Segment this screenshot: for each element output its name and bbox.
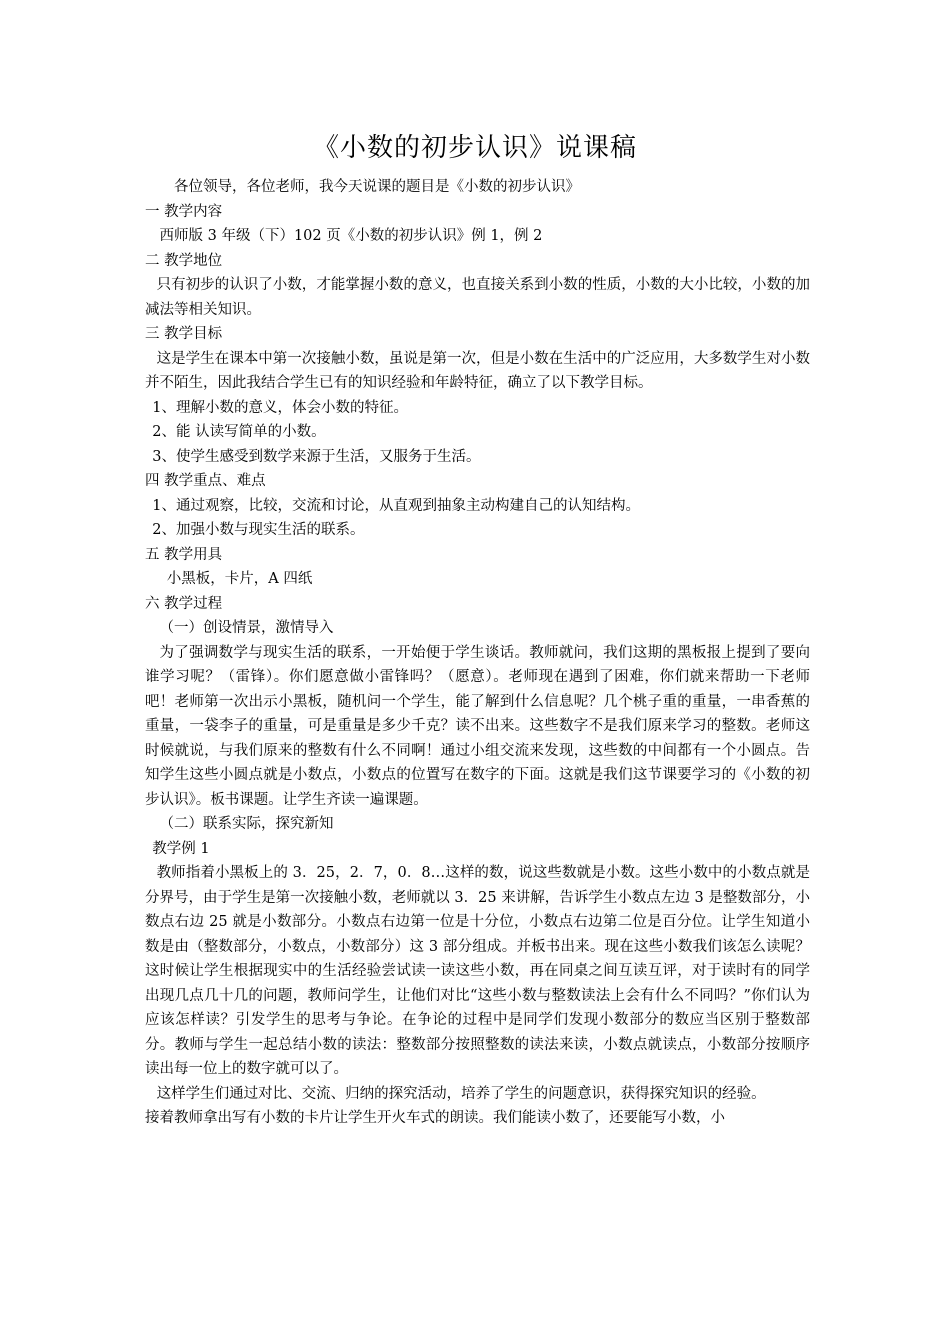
keypoint-item: 1、通过观察，比较，交流和讨论，从直观到抽象主动构建自己的认知结构。 xyxy=(152,497,640,514)
example-paragraph: 教师指着小黑板上的 3．25，2．7，0．8…这样的数，说这些数就是小数。这些小数中的小数点就是分界号，由于学生是第一次接触小数，老师就以 3．25 来讲解，告诉学生小数点左边 3 是整数部分，小数点右边 25 就是小数部分。小数点右边第一位是十分位，小数点右边第二位是百分位。让学生知道小数是由（整数部分，小数点，小数部分）这 3 部分组成。并板书出来。现在这些小数我们该怎么读呢？这时候让学生根据现实中的生活经验尝试读一读这些小数，再在同桌之间互读互评，对于读时有的同学出现几点几十几的问题，教师问学生，让他们对比“这些小数与整数读法上会有什么不同吗？”你们认为应该怎样读？引发学生的思考与争论。在争论的过程中是同学们发现小数部分的数应当区别于整数部分。教师与学生一起总结小数的读法：整数部分按照整数的读法来读，小数点就读点，小数部分按顺序读出每一位上的数字就可以了。 xyxy=(145,865,810,1077)
section-heading-process: 六 教学过程 xyxy=(145,595,223,612)
continuation-paragraph: 接着教师拿出写有小数的卡片让学生开火车式的朗读。我们能读小数了，还要能写小数，小 xyxy=(145,1110,725,1126)
keypoint-item: 2、加强小数与现实生活的联系。 xyxy=(152,522,365,538)
status-paragraph: 只有初步的认识了小数，才能掌握小数的意义，也直接关系到小数的性质，小数的大小比较，小数的加减法等相关知识。 xyxy=(145,277,810,318)
example-heading: 教学例 1 xyxy=(152,840,210,857)
tools-paragraph: 小黑板，卡片，A 四纸 xyxy=(166,571,313,587)
section-heading-goals: 三 教学目标 xyxy=(145,326,223,342)
section-heading-tools: 五 教学用具 xyxy=(145,546,223,563)
goals-paragraph: 这是学生在课本中第一次接触小数，虽说是第一次，但是小数在生活中的广泛应用，大多数学生对小数并不陌生，因此我结合学生已有的知识经验和年龄特征，确立了以下教学目标。 xyxy=(145,350,810,391)
intro-paragraph: 各位领导，各位老师，我今天说课的题目是《小数的初步认识》 xyxy=(174,179,580,195)
process-paragraph: 为了强调数学与现实生活的联系，一开始便于学生谈话。教师就问，我们这期的黑板报上提到了要向谁学习呢？（雷锋）。你们愿意做小雷锋吗？（愿意）。老师现在遇到了困难，你们就来帮助一下老师吧！老师第一次出示小黑板，随机问一个学生，能了解到什么信息呢？几个桃子重的重量，一串香蕉的重量，一袋李子的重量，可是重量是多少千克？读不出来。这些数字不是我们原来学习的整数。老师这时候就说，与我们原来的整数有什么不同啊！通过小组交流来发现，这些数的中间都有一个小圆点。告知学生这些小圆点就是小数点，小数点的位置写在数字的下面。这就是我们这节课要学习的《小数的初步认识》。板书课题。让学生齐读一遍课题。 xyxy=(145,644,810,808)
summary-paragraph: 这样学生们通过对比、交流、归纳的探究活动，培养了学生的问题意识，获得探究知识的经验。 xyxy=(156,1085,766,1102)
subsection-heading: （二）联系实际，探究新知 xyxy=(159,816,334,832)
content-paragraph: 西师版 3 年级（下）102 页《小数的初步认识》例 1，例 2 xyxy=(159,228,543,244)
section-heading-content: 一 教学内容 xyxy=(145,203,223,220)
section-heading-keypoints: 四 教学重点、难点 xyxy=(145,473,266,489)
goal-item: 1、理解小数的意义，体会小数的特征。 xyxy=(152,399,408,416)
section-heading-status: 二 教学地位 xyxy=(145,252,223,269)
document-body xyxy=(145,175,810,1131)
document-title: 《小数的初步认识》说课稿 xyxy=(312,133,637,163)
goal-item: 2、能 认读写简单的小数。 xyxy=(152,424,326,440)
subsection-heading: （一）创设情景，激情导入 xyxy=(159,620,334,636)
goal-item: 3、使学生感受到数学来源于生活，又服务于生活。 xyxy=(152,448,481,465)
